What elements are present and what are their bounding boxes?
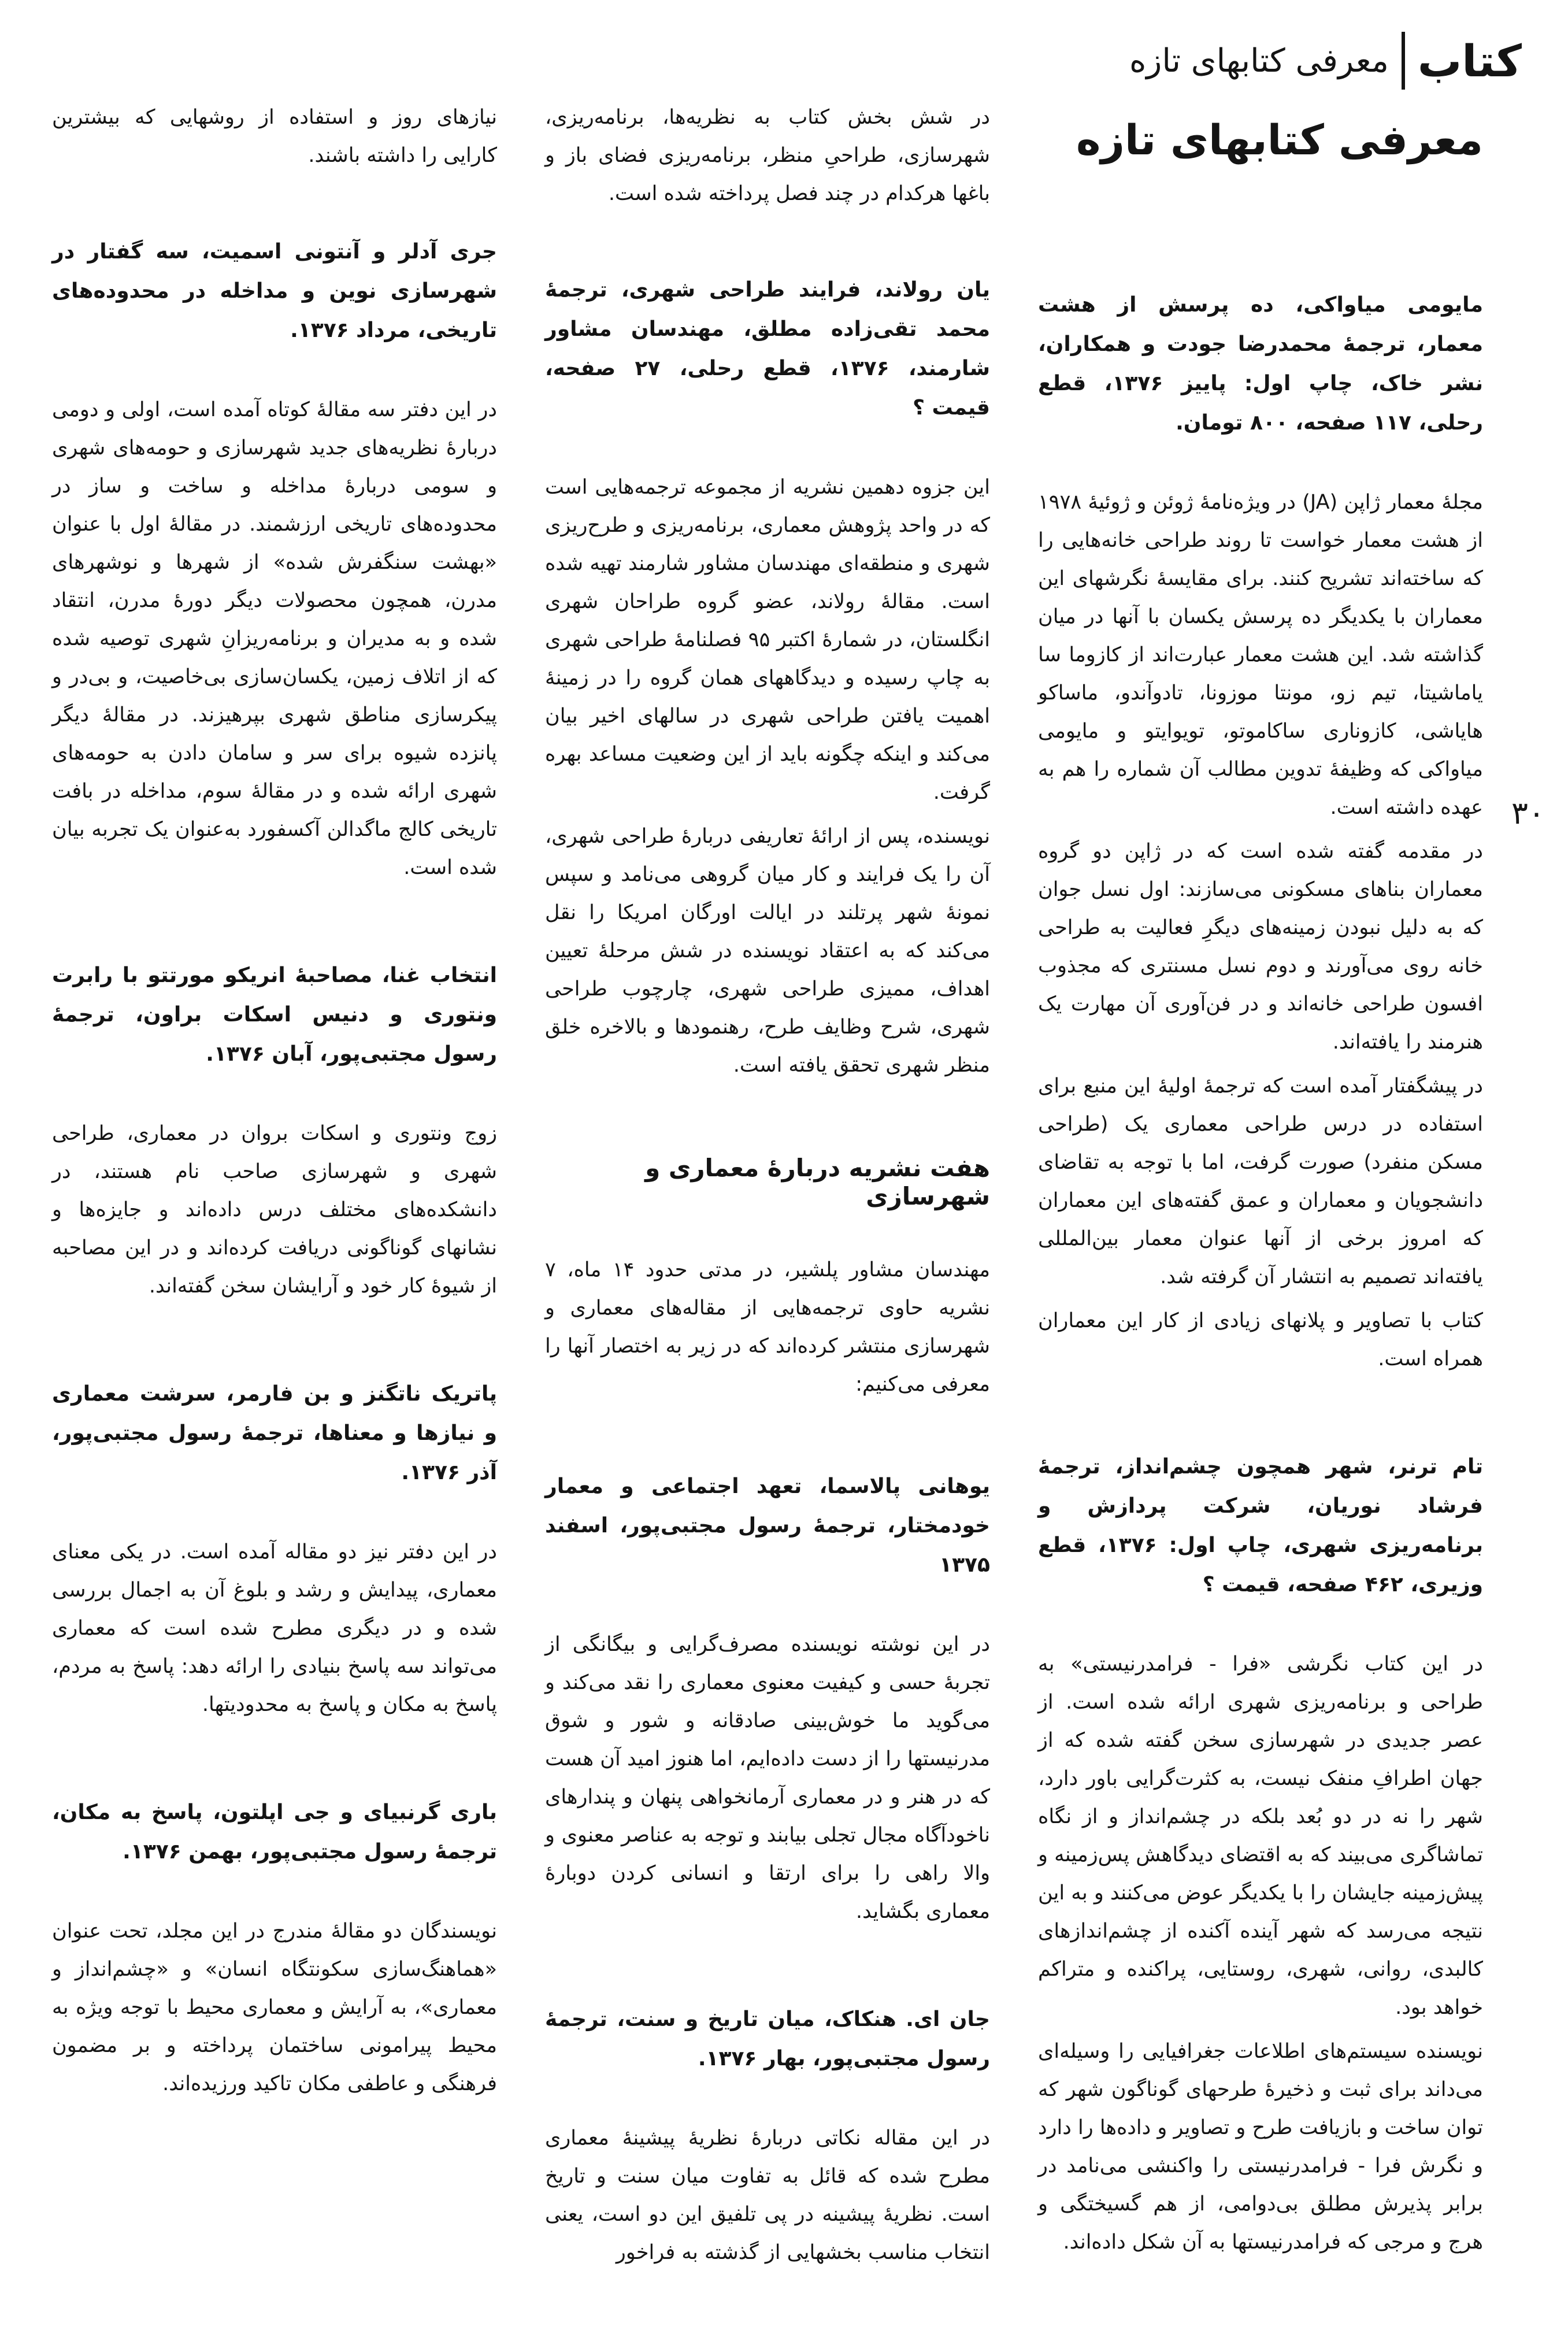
entry-body [545,1625,990,1931]
paragraph: نویسنده، پس از ارائهٔ تعاریفی دربارهٔ طراحی شهری، آن را یک فرایند و کار میان گروهی می‌نامد و سپس نمونهٔ شهر پرتلند در ایالت اورگان امریکا را نقل می‌کند که به اعتقاد نویسنده در شش مرحلهٔ تعیین اهداف، ممیزی طراحی شهری، چارچوب طراحی شهری، شرح وظایف طرح، رهنمودها و بالاخره خلق منظر شهری تحقق یافته است. [545,825,990,1077]
book-entry [52,956,497,1305]
paragraph: کتاب با تصاویر و پلانهای زیادی از کار این معماران همراه است. [1038,1309,1483,1370]
paragraph: در پیشگفتار آمده است که ترجمهٔ اولیهٔ این منبع برای استفاده در درس طراحی معماری یک (طراحی مسکن منفرد) صورت گرفت، اما با توجه به تقاضای دانشجویان و معماران و عمق گفته‌های این معماران که امروز برخی از آنها عنوان معمار بین‌المللی یافته‌اند تصمیم به انتشار آن گرفته شد. [1038,1075,1483,1288]
paragraph: در این دفتر سه مقالهٔ کوتاه آمده است، اولی و دومی دربارهٔ نظریه‌های جدید شهرسازی و حومه‌های شهری و سومی دربارهٔ مداخله و ساخت و ساز در محدوده‌های تاریخی ارزشمند. در مقالهٔ اول با عنوان «بهشت سنگفرش شده» از شهرها و نوشهرهای مدرن، همچون محصولات دیگر دورهٔ مدرن، انتقاد شده و به مدیران و برنامه‌ریزانِ شهری توصیه شده که از اتلاف زمین، یکسان‌سازی بی‌خاصیت، و بی‌در و پیکرسازی مناطق شهری بپرهیزند. در مقالهٔ دیگر پانزده شیوه برای سر و سامان دادن به حومه‌های شهری ارائه شده و در مقالهٔ سوم، مداخله در بافت تاریخی کالج ماگدالن آکسفورد به‌عنوان یک تجربه بیان شده است. [52,398,497,879]
page-header [1129,29,1522,92]
paragraph: در این کتاب نگرشی «فرا - فرامدرنیستی» به طراحی و برنامه‌ریزی شهری ارائه شده است. از عصر جدیدی در شهرسازی سخن گفته شده که از جهان اطرافِ منفک نیست، به کثرت‌گرایی باور دارد، شهر را نه در دو بُعد بلکه در چشم‌انداز و از نگاه تماشاگری می‌بیند که به اقتضای دیدگاهش پس‌زمینه و پیش‌زمینه جایشان را با یکدیگر عوض می‌کنند و به این نتیجه می‌رسد که شهر آینده آکنده از چشم‌اندازهای کالبدی، روانی، شهری، روستایی، پراکنده و متراکم خواهد بود. [1038,1653,1483,2019]
book-entry [52,1793,497,2103]
column-1 [1038,98,1483,2331]
paragraph: در شش بخش کتاب به نظریه‌ها، برنامه‌ریزی، شهرسازی، طراحیِ منظر، برنامه‌ریزی فضای باز و باغها هرکدام در چند فصل پرداخته شده است. [545,106,990,205]
paragraph: در این نوشته نویسنده مصرف‌گرایی و بیگانگی از تجربهٔ حسی و کیفیت معنوی معماری را نقد می‌کند و می‌گوید ما خوش‌بینی صادقانه و شور و شوق مدرنیستها را از دست داده‌ایم، اما هنوز امید آن هست که در هنر و در معماری آرمانخواهی پنهان و پندارهای ناخودآگاه مجال تجلی بیابند و توجه به عناصر معنوی و والا راهی را برای ارتقا و انسانی کردن دوبارهٔ معماری بگشاید. [545,1633,990,1923]
paragraph: مجلهٔ معمار ژاپن (JA) در ویژه‌نامهٔ ژوئن و ژوئیهٔ ۱۹۷۸ از هشت معمار خواست تا روند طراحی خانه‌هایی را که ساخته‌اند تشریح کنند. برای مقایسهٔ نگرشهای این معماران با یکدیگر ده پرسش یکسان با آنها در میان گذاشته شد. این هشت معمار عبارت‌اند از کازوما سا یاماشیتا، تیم زو، مونتا موزونا، تادوآندو، ماساکو هایاشی، کازوناری ساکاموتو، تویوایتو و مایومی میاواکی که وظیفهٔ تدوین مطالب آن شماره را هم به عهده داشته است. [1038,491,1483,819]
book-entry [52,232,497,887]
book-entry [545,1467,990,1931]
paragraph: این جزوه دهمین نشریه از مجموعه ترجمه‌هایی است که در واحد پژوهش معماری، برنامه‌ریزی و طرح‌ریزی شهری و منطقه‌ای مهندسان مشاور شارمند تهیه شده است. مقالهٔ رولاند، عضو گروه طراحان شهری انگلستان، در شمارهٔ اکتبر ۹۵ فصلنامهٔ طراحی شهری به چاپ رسیده و دیدگاههای همان گروه را در زمینهٔ اهمیت یافتن طراحی شهری در سالهای اخیر بیان می‌کند و اینکه چگونه باید از این وضعیت مساعد بهره گرفت. [545,476,990,804]
book-entry [545,2000,990,2272]
column-lead [52,98,497,175]
paragraph: مهندسان مشاور پلشیر، در مدتی حدود ۱۴ ماه، ۷ نشریه حاوی ترجمه‌هایی از مقاله‌های معماری و شهرسازی منتشر کرده‌اند که در زیر به اختصار آنها را معرفی می‌کنیم: [545,1258,991,1396]
entry-body [545,2119,990,2272]
entry-heading: مایومی میاواکی، ده پرسش از هشت معمار، ترجمهٔ محمدرضا جودت و همکاران، نشر خاک، چاپ اول: پاییز ۱۳۷۶، قطع رحلی، ۱۱۷ صفحه، ۸۰۰ تومان. [1038,293,1483,435]
paragraph: در این مقاله نکاتی دربارهٔ نظریهٔ پیشینهٔ معماری مطرح شده که قائل به تفاوت میان سنت و تاریخ است. نظریهٔ پیشینه در پی تلفیق این دو است، یعنی انتخاب مناسب بخشهایی از گذشته به فراخور [545,2127,990,2264]
entry-heading: یوهانی پالاسما، تعهد اجتماعی و معمار خودمختار، ترجمهٔ رسول مجتبی‌پور، اسفند ۱۳۷۵ [545,1475,990,1577]
entry-body [1038,483,1483,1378]
entry-body [1038,1645,1483,2261]
paragraph: در این دفتر نیز دو مقاله آمده است. در یکی معنای معماری، پیدایش و رشد و بلوغ آن به اجمال بررسی شده و در دیگری مطرح شده است که معماری می‌تواند سه پاسخ بنیادی را ارائه دهد: پاسخ به مردم، پاسخ به مکان و پاسخ به محدودیتها. [52,1540,497,1716]
page-title: معرفی کتابهای تازه [1076,116,1483,164]
section-label: کتاب [1417,35,1522,87]
entry-body [52,391,497,887]
paragraph: در مقدمه گفته شده است که در ژاپن دو گروه معماران بناهای مسکونی می‌سازند: اول نسل جوان که به دلیل نبودن زمینه‌های دیگرِ فعالیت به طراحی خانه روی می‌آورند و دوم نسل مسنتری که مجذوب افسون طراحی خانه‌اند و در فن‌آوری آن مهارت یک هنرمند را یافته‌اند. [1038,840,1483,1054]
column-3 [52,98,497,2172]
entry-heading: جری آدلر و آنتونی اسمیت، سه گفتار در شهرسازی نوین و مداخله در محدوده‌های تاریخی، مرداد ۱۳۷۶. [52,240,497,342]
header-divider [1402,32,1405,90]
book-entry [1038,286,1483,1378]
entry-body [52,1114,497,1305]
entry-body [52,1912,497,2103]
entry-heading: انتخاب غنا، مصاحبهٔ انریکو مورتتو با رابرت ونتوری و دنیس اسکات براون، ترجمهٔ رسول مجتبی‌پور، آبان ۱۳۷۶. [52,964,497,1066]
column-2 [545,98,990,2341]
entry-body [545,468,990,1084]
book-entry [1038,1447,1483,2261]
paragraph: نیازهای روز و استفاده از روشهایی که بیشترین کارایی را داشته باشند. [52,106,497,167]
entry-heading: باری گرنبیای و جی اپلتون، پاسخ به مکان، ترجمهٔ رسول مجتبی‌پور، بهمن ۱۳۷۶. [52,1801,497,1864]
entry-heading: یان رولاند، فرایند طراحی شهری، ترجمهٔ محمد تقی‌زاده مطلق، مهندسان مشاور شارمند، ۱۳۷۶، قطع رحلی، ۲۷ صفحه، قیمت ؟ [545,278,990,420]
paragraph: زوج ونتوری و اسکات بروان در معماری، طراحی شهری و شهرسازی صاحب نام هستند، در دانشکده‌های مختلف درس داده‌اند و جایزه‌ها و نشانهای گوناگونی دریافت کرده‌اند و در این مصاحبه از شیوهٔ کار خود و آرایشان سخن گفته‌اند. [52,1122,497,1298]
paragraph: نویسنده سیستم‌های اطلاعات جغرافیایی را وسیله‌ای می‌داند برای ثبت و ذخیرهٔ طرحهای گوناگون شهر که توان ساخت و بازیافت طرح و تصاویر و داده‌ها را دارد و نگرش فرا - فرامدرنیستی را واکنشی می‌نامد در برابر پذیرش مطلق بی‌دوامی، از هم گسیختگی و هرج و مرجی که فرامدرنیستها به آن شکل داده‌اند. [1038,2040,1483,2254]
page-number: ۳۰ [1511,795,1545,831]
entry-body [52,1533,497,1724]
paragraph: نویسندگان دو مقالهٔ مندرج در این مجلد، تحت عنوان «هماهنگ‌سازی سکونتگاه انسان» و «چشم‌انداز و معماری»، به آرایش و معماری محیط با توجه ویژه به محیط پیرامونی ساختمان پرداخته و بر مضمون فرهنگی و عاطفی مکان تاکید ورزیده‌اند. [52,1920,497,2095]
entry-heading: جان ای. هنکاک، میان تاریخ و سنت، ترجمهٔ رسول مجتبی‌پور، بهار ۱۳۷۶. [545,2007,990,2070]
entry-heading: پاتریک ناتگنز و بن فارمر، سرشت معماری و نیازها و معناها، ترجمهٔ رسول مجتبی‌پور، آذر ۱۳۷۶. [52,1382,497,1484]
section-intro [545,1251,990,1403]
section-subtitle: معرفی کتابهای تازه [1129,42,1389,80]
column-lead [545,98,990,213]
book-entry [545,271,990,1084]
entry-heading: تام ترنر، شهر همچون چشم‌انداز، ترجمهٔ فرشاد نوریان، شرکت پردازش و برنامه‌ریزی شهری، چاپ اول: ۱۳۷۶، قطع وزیری، ۴۶۲ صفحه، قیمت ؟ [1038,1455,1483,1597]
book-entry [52,1375,497,1724]
section-heading: هفت نشریه دربارهٔ معماری و شهرسازی [645,1154,990,1210]
